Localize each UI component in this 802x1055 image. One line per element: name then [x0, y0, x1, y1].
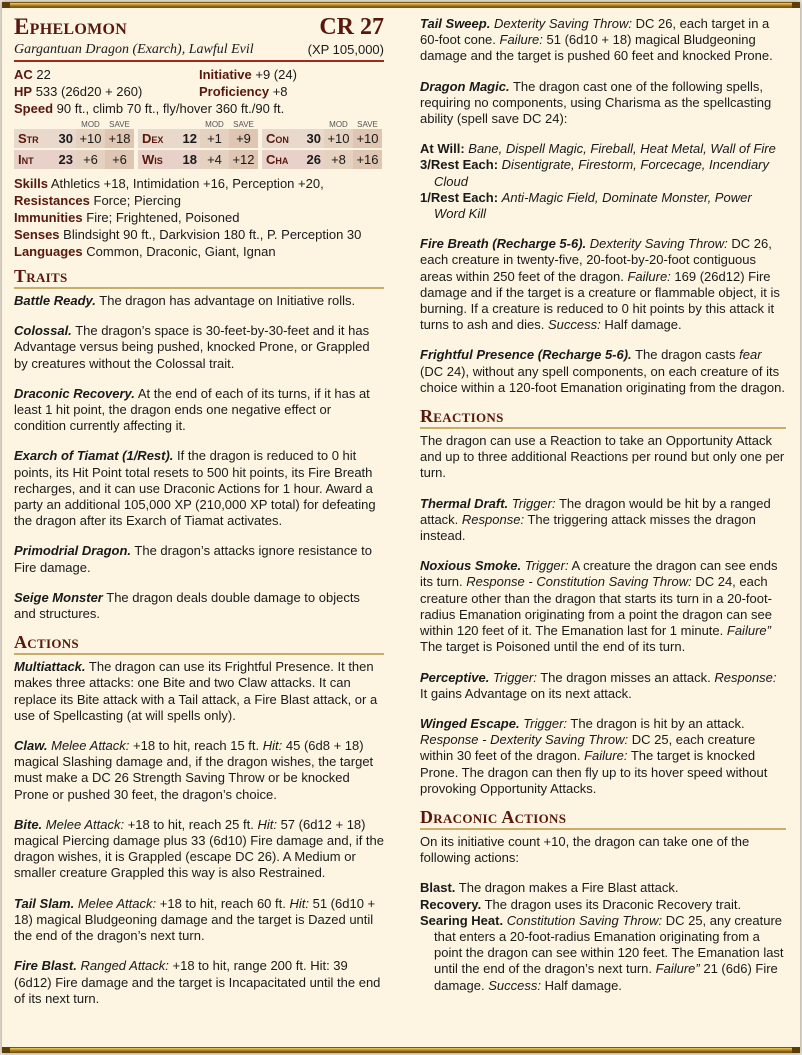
details-block [14, 175, 384, 260]
trigger-label: Trigger: [493, 669, 537, 685]
trait-text: The dragon deals double damage to objects and structures. [14, 589, 360, 622]
trait-battle-ready [14, 293, 384, 309]
failure-text: The target is Poisoned until the end of its turn. [420, 639, 686, 655]
speed-value: 90 ft., climb 70 ft., fly/hover 360 ft./90 ft. [56, 101, 285, 116]
action-text: The dragon cast one of the following spells, requiring no components, using Charisma as the spellcasting ability (spell save DC 24): [420, 78, 772, 127]
trait-colossal [14, 323, 384, 372]
attack-type: Melee Attack: [77, 895, 157, 911]
reaction-title: Winged Escape. [420, 715, 520, 731]
reaction-thermal-draft [420, 496, 786, 545]
action-frightful-presence [420, 347, 786, 396]
ability-wis [138, 150, 258, 169]
draconic-blast [420, 880, 786, 896]
draconic-actions-heading: Draconic Actions [420, 807, 786, 830]
reaction-title: Thermal Draft. [420, 495, 509, 511]
ability-str [14, 129, 134, 148]
ability-label: Dex [138, 129, 176, 148]
action-text: The dragon can use its Frightful Presence. It then makes three attacks: one Bite and two Claw attacks. It can replace its Bite attack with a Tail attack, a Fire Blast attack, or a use of Spellcasting (at will spells only). [14, 659, 378, 723]
attack-type: Melee Attack: [51, 738, 130, 754]
trait-text: If the dragon is reduced to 0 hit points, its Hit Point total resets to 500 hit points, its Fire Breath recharges, and it can use Draconic Actions for 1 hour. Award a party an additional 105,000 XP (210,000 XP total) for defeating the dragon after its Exarch of Tiamat activates. [14, 448, 376, 529]
save-header: SAVE [233, 120, 254, 129]
trigger-label: Trigger: [524, 558, 569, 574]
spell-names: Bane, Dispell Magic, Fireball, Heat Metal, Wall of Fire [468, 141, 776, 157]
ability-label: Wis [138, 150, 176, 169]
reactions-heading: Reactions [420, 406, 786, 429]
action-fire-breath [420, 236, 786, 333]
ability-label: Cha [262, 150, 300, 169]
languages-label: Languages [14, 244, 83, 259]
stat-block-page [2, 2, 800, 1053]
ability-save: +9 [229, 129, 258, 148]
header-rule [14, 60, 384, 62]
reaction-perceptive [420, 670, 786, 702]
ac-label: AC [14, 67, 33, 82]
hit-text: 57 (6d12 + 18) magical Piercing damage plus 33 (6d10) Fire damage and, if the dragon wishes, it is Grappled (escape DC 26). A Medium or smaller creature Grappled this way is also Restrained. [14, 816, 384, 881]
spell-names: Disentigrate, Firestorm, Forcecage, Incendiary Cloud [434, 157, 769, 189]
ability-save: +16 [353, 150, 382, 169]
ability-mod: +6 [76, 150, 105, 169]
failure-label: Failure” [655, 961, 700, 977]
ability-mod: +4 [200, 150, 229, 169]
trait-text: At the end of each of its turns, if it has at least 1 hit point, the dragon ends one negative effect or condition currently affecting it. [14, 385, 370, 434]
draconic-list [420, 880, 786, 993]
proficiency-label: Proficiency [199, 84, 270, 99]
languages-value: Common, Draconic, Giant, Ignan [86, 244, 276, 259]
spell-names: Anti-Magic Field, Dominate Monster, Power Word Kill [434, 189, 752, 222]
resistances-label: Resistances [14, 193, 90, 208]
ability-row-physical [14, 129, 384, 148]
action-title: Fire Blast. [14, 958, 77, 974]
ac-init-row [14, 66, 384, 83]
save-header: SAVE [109, 120, 130, 129]
save-text: DC 26, each creature in twenty-five, 20-foot-by-20-foot contiguous areas within 250 feet of the dragon. [420, 236, 772, 284]
monster-name: Ephelomon [14, 14, 128, 39]
ability-row-mental [14, 150, 384, 169]
top-border [2, 2, 800, 8]
trait-primordial [14, 543, 384, 575]
spell-frequency: 3/Rest Each: [420, 157, 499, 173]
save-type: Dexterity Saving Throw: [493, 16, 632, 31]
failure-text: 21 (6d6) Fire damage. [434, 961, 778, 993]
draconic-recovery [420, 897, 786, 913]
failure-text: 51 (6d10 + 18) magical Bludgeoning damage and the target is pushed 60 feet and knocked Prone. [420, 32, 773, 64]
draconic-label: Searing Heat. [420, 912, 504, 928]
skills-value: Athletics +18, Intimidation +16, Perception +20, [50, 176, 324, 191]
trigger-label: Trigger: [511, 495, 556, 511]
failure-label: Failure: [499, 32, 543, 48]
hit-text: 45 (6d8 + 18) magical Slashing damage and, if the dragon wishes, the target must make a DC 26 Strength Saving Throw or be knocked Prone or pushed 30 feet, the dragon’s choice. [14, 738, 374, 802]
right-column [420, 16, 786, 1008]
trait-exarch [14, 448, 384, 529]
attack-text: +18 to hit, range 200 ft. Hit: 39 (6d12) Fire damage and the target is Incapacitated until the end of its next turn. [14, 958, 381, 1006]
immunities-label: Immunities [14, 210, 83, 225]
trigger-text: The dragon misses an attack. [540, 669, 711, 685]
bottom-border [2, 1047, 800, 1053]
success-label: Success: [488, 977, 541, 993]
type-row [14, 42, 384, 58]
action-text: The dragon casts [635, 347, 736, 363]
ability-con [262, 129, 382, 148]
response-label: Response - Constitution Saving Throw: [466, 574, 692, 590]
failure-text: The target is knocked Prone. The dragon can then fly up to its hover speed without provoking Opportunity Attacks. [420, 748, 768, 796]
left-column [14, 16, 384, 1021]
trait-text: The dragon has advantage on Initiative rolls. [99, 293, 356, 308]
spell-row-at-will [420, 141, 786, 157]
reactions-intro: The dragon can use a Reaction to take an Opportunity Attack and up to three additional Reactions per round but only one per turn. [420, 433, 785, 481]
xp-value: (XP 105,000) [307, 42, 384, 57]
success-label: Success: [547, 317, 601, 333]
save-text: DC 26, each target in a 60-foot cone. [420, 16, 770, 48]
mod-header: MOD [329, 120, 348, 129]
trait-title: Exarch of Tiamat (1/Rest). [14, 448, 174, 464]
hit-label: Hit: [257, 816, 277, 832]
draconic-intro: On its initiative count +10, the dragon can take one of the following actions: [420, 833, 750, 866]
skills-label: Skills [14, 176, 48, 191]
trait-title: Colossal. [14, 323, 72, 339]
action-bite [14, 817, 384, 882]
attack-bonus: +18 to hit, reach 60 ft. [159, 895, 286, 911]
trigger-text: The dragon would be hit by a ranged attack. [420, 495, 771, 527]
action-tail-slam [14, 896, 384, 945]
traits-heading: Traits [14, 266, 384, 289]
speed-label: Speed [14, 101, 54, 116]
response-text: It gains Advantage on its next attack. [420, 685, 632, 701]
speed-row [14, 100, 384, 117]
action-claw [14, 738, 384, 803]
trigger-text: A creature the dragon can see ends its turn. [420, 558, 778, 590]
trait-title: Primodrial Dragon. [14, 543, 132, 559]
ac-value: 22 [36, 67, 51, 82]
trait-title: Seige Monster [14, 589, 103, 605]
action-text: (DC 24), without any spell components, on each creature of its choice within a 120-foot Emanation originating from the dragon. [420, 363, 785, 395]
ability-score: 30 [52, 129, 76, 148]
trait-text: The dragon’s space is 30-feet-by-30-feet and it has Advantage versus being pushed, knocked Prone, or Grappled by creatures without the Colossal trait. [14, 323, 370, 371]
save-header: SAVE [357, 120, 378, 129]
initiative-value: +9 (24) [255, 67, 297, 82]
reaction-noxious-smoke [420, 558, 786, 655]
resistances-value: Force; Piercing [93, 193, 181, 208]
trait-title: Draconic Recovery. [14, 385, 135, 401]
challenge-rating: CR 27 [319, 14, 384, 40]
ability-cha [262, 150, 382, 169]
trigger-text: The dragon is hit by an attack. [570, 715, 745, 731]
response-label: Response: [714, 669, 777, 685]
spell-row-3-rest [420, 157, 786, 189]
ability-mod: +8 [324, 150, 353, 169]
action-title: Claw. [14, 738, 48, 754]
mod-header: MOD [205, 120, 224, 129]
trait-text: The dragon’s attacks ignore resistance to Fire damage. [14, 543, 372, 575]
hp-prof-row [14, 83, 384, 100]
ability-mod: +1 [200, 129, 229, 148]
action-tail-sweep [420, 16, 786, 65]
action-title: Bite. [14, 816, 43, 832]
proficiency-value: +8 [272, 84, 288, 99]
reaction-title: Perceptive. [420, 669, 490, 685]
success-text: Half damage. [544, 977, 622, 993]
save-text: DC 25, any creature that enters a 20-foot-radius Emanation originating from a point the dragon can see within 120 feet. The Emanation last until the end of the dragon’s next turn. [434, 912, 784, 977]
action-title: Fire Breath (Recharge 5-6). [420, 236, 587, 252]
ability-score: 30 [300, 129, 324, 148]
save-type: Constitution Saving Throw: [506, 912, 663, 928]
senses-value: Blindsight 90 ft., Darkvision 180 ft., P. Perception 30 [63, 227, 362, 242]
ability-save: +10 [353, 129, 382, 148]
attack-type: Ranged Attack: [80, 958, 169, 974]
immunities-value: Fire; Frightened, Poisoned [86, 210, 240, 225]
ability-label: Con [262, 129, 300, 148]
hp-label: HP [14, 84, 33, 99]
spell-row-1-rest [420, 190, 786, 222]
senses-label: Senses [14, 227, 60, 242]
spell-frequency: At Will: [420, 141, 465, 157]
spell-list [420, 141, 786, 222]
attack-bonus: +18 to hit, reach 25 ft. [127, 816, 254, 832]
action-title: Tail Slam. [14, 895, 75, 911]
action-multiattack [14, 659, 384, 724]
response-text: DC 24, each creature other than the dragon that starts its turn in a 20-foot-radius Emanation originating from a point the dragon can see within 120 feet of it. The Emanation last for 1 minute. [420, 574, 772, 639]
save-type: Dexterity Saving Throw: [589, 236, 728, 252]
ability-dex [138, 129, 258, 148]
ability-score: 23 [52, 150, 76, 169]
reaction-title: Noxious Smoke. [420, 558, 522, 574]
action-fire-blast [14, 958, 384, 1007]
action-dragon-magic [420, 79, 786, 128]
draconic-searing-heat [420, 913, 786, 994]
trigger-label: Trigger: [523, 715, 568, 731]
reaction-winged-escape [420, 716, 786, 797]
draconic-text: The dragon uses its Draconic Recovery trait. [484, 896, 742, 912]
ability-mod: +10 [76, 129, 105, 148]
ability-save: +6 [105, 150, 134, 169]
spell-name: fear [739, 347, 762, 363]
failure-label: Failure” [726, 623, 771, 639]
hit-label: Hit: [262, 738, 283, 754]
action-title: Multiattack. [14, 659, 86, 675]
failure-text: 169 (26d12) Fire damage and if the target is a creature or flammable object, it is burning. If a creature is reduced to 0 hit points by this attack it turns to ash and dies. [420, 268, 780, 333]
action-title: Tail Sweep. [420, 16, 491, 31]
ability-score: 26 [300, 150, 324, 169]
draconic-text: The dragon makes a Fire Blast attack. [458, 880, 679, 896]
attack-type: Melee Attack: [45, 816, 125, 832]
ability-score: 12 [176, 129, 200, 148]
trait-siege-monster [14, 590, 384, 622]
ability-save: +18 [105, 129, 134, 148]
failure-label: Failure: [627, 268, 671, 284]
response-label: Response: [461, 511, 525, 527]
success-text: Half damage. [604, 317, 682, 333]
action-title: Dragon Magic. [420, 78, 510, 94]
response-text: DC 25, each creature within 30 feet of the dragon. [420, 732, 756, 764]
ability-label: Int [14, 150, 52, 169]
attack-bonus: +18 to hit, reach 15 ft. [133, 738, 260, 754]
initiative-label: Initiative [199, 67, 252, 82]
hit-label: Hit: [289, 895, 309, 911]
draconic-label: Blast. [420, 880, 456, 896]
trait-draconic-recovery [14, 386, 384, 435]
action-title: Frightful Presence (Recharge 5-6). [420, 347, 632, 363]
response-label: Response - Dexterity Saving Throw: [420, 732, 629, 748]
ability-label: Str [14, 129, 52, 148]
ability-int [14, 150, 134, 169]
ability-mod: +10 [324, 129, 353, 148]
name-row [14, 16, 384, 40]
ability-save: +12 [229, 150, 258, 169]
mod-header: MOD [81, 120, 100, 129]
trait-title: Battle Ready. [14, 293, 96, 308]
hit-text: 51 (6d10 + 18) magical Bludgeoning damage and the target is Dazed until the end of the dragon’s next turn. [14, 895, 376, 944]
actions-heading: Actions [14, 632, 384, 655]
creature-type: Gargantuan Dragon (Exarch), Lawful Evil [14, 42, 254, 57]
response-text: The triggering attack misses the dragon instead. [420, 511, 756, 544]
ability-score: 18 [176, 150, 200, 169]
hp-value: 533 (26d20 + 260) [35, 84, 143, 99]
spell-frequency: 1/Rest Each: [420, 189, 499, 205]
draconic-label: Recovery. [420, 896, 482, 912]
failure-label: Failure: [584, 748, 628, 764]
ability-header [14, 120, 384, 129]
